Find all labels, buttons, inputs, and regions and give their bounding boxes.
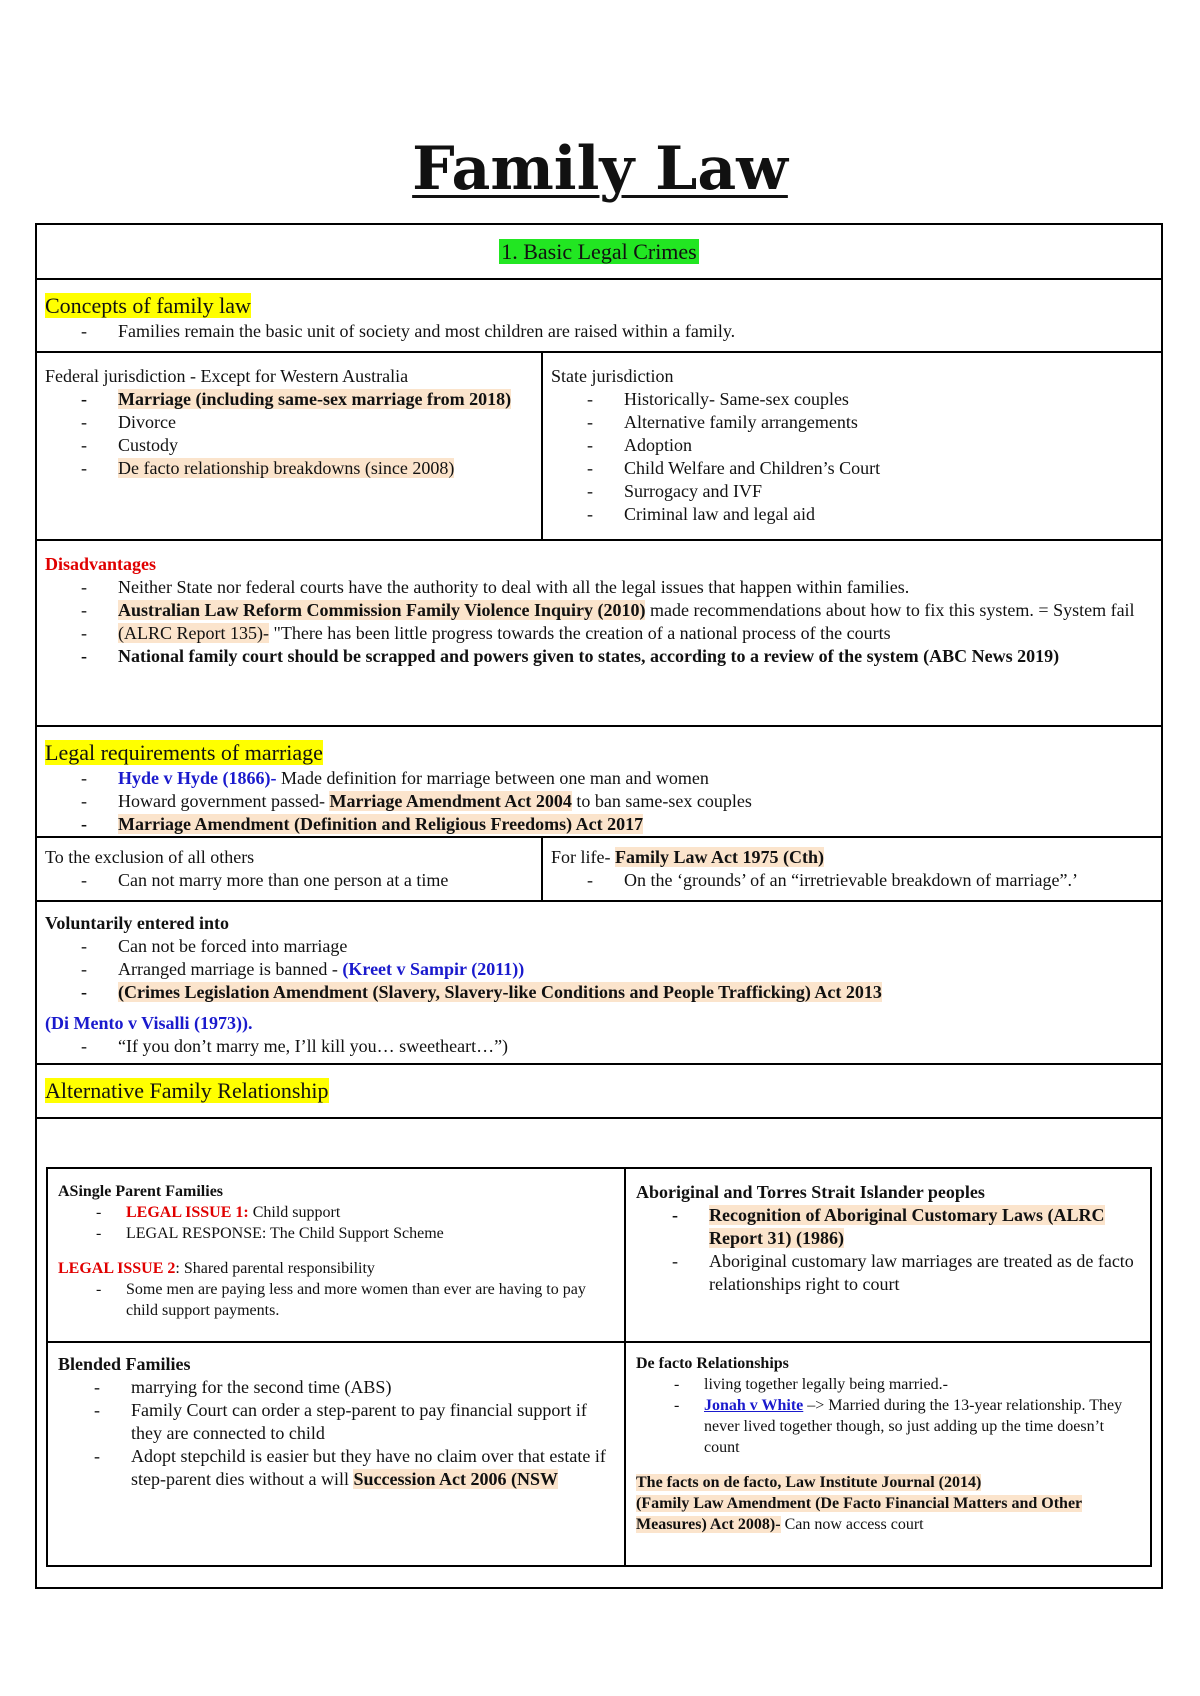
list-item: - Marriage Amendment (Definition and Religious Freedoms) Act 2017 bbox=[45, 813, 1153, 836]
list-item: - Neither State nor federal courts have the authority to deal with all the legal issues that happen within families. bbox=[45, 576, 1153, 599]
list-item: - Jonah v White –> Married during the 13-year relationship. They never lived together though, so just adding up the time doesn’t count bbox=[636, 1395, 1142, 1458]
amendment-citation: (Family Law Amendment (De Facto Financial Matters and Other Measures) Act 2008)- Can now access court bbox=[636, 1495, 1083, 1533]
section-heading-row bbox=[37, 225, 1161, 278]
case-citation: (Kreet v Sampir (2011)) bbox=[342, 959, 525, 979]
alternative-heading: Alternative Family Relationship bbox=[45, 1078, 329, 1103]
exclusion-heading: To the exclusion of all others bbox=[45, 847, 255, 867]
aboriginal-heading: Aboriginal and Torres Strait Islander peoples bbox=[636, 1182, 985, 1202]
case-citation: Jonah v White bbox=[704, 1397, 804, 1414]
list-item: - “If you don’t marry me, I’ll kill you… sweetheart…”) bbox=[45, 1035, 1153, 1058]
exclusion-cell bbox=[37, 838, 541, 900]
notes-table bbox=[35, 223, 1163, 1589]
list-item: - Child Welfare and Children’s Court bbox=[551, 457, 1153, 480]
case-citation: Hyde v Hyde (1866)- bbox=[118, 768, 277, 788]
list-item: - Families remain the basic unit of society and most children are raised within a family. bbox=[45, 320, 1153, 343]
list-item: - Recognition of Aboriginal Customary Laws (ALRC Report 31) (1986) bbox=[636, 1204, 1142, 1250]
single-parent-heading: ASingle Parent Families bbox=[58, 1183, 224, 1200]
blended-cell bbox=[48, 1343, 624, 1565]
disadvantages-section bbox=[37, 539, 1161, 725]
list-item: - Family Court can order a step-parent to pay financial support if they are connected to child bbox=[58, 1399, 616, 1445]
jurisdiction-row bbox=[37, 351, 1161, 539]
defacto-heading: De facto Relationships bbox=[636, 1355, 789, 1372]
section-heading: 1. Basic Legal Crimes bbox=[501, 239, 697, 264]
exclusion-forlife-row bbox=[37, 836, 1161, 900]
list-item: - (Crimes Legislation Amendment (Slavery, Slavery-like Conditions and People Trafficking) Act 2013 bbox=[45, 981, 1153, 1004]
legal-issue-2: LEGAL ISSUE 2: Shared parental responsibility bbox=[58, 1260, 375, 1277]
divider bbox=[37, 1117, 1161, 1119]
federal-heading: Federal jurisdiction - Except for Western Australia bbox=[45, 366, 409, 386]
disadvantages-heading: Disadvantages bbox=[45, 554, 157, 574]
forlife-heading: For life- Family Law Act 1975 (Cth) bbox=[551, 847, 824, 867]
list-item: - On the ‘grounds’ of an “irretrievable breakdown of marriage”.’ bbox=[551, 869, 1153, 892]
list-item: - marrying for the second time (ABS) bbox=[58, 1376, 616, 1399]
list-item: - Howard government passed- Marriage Amendment Act 2004 to ban same-sex couples bbox=[45, 790, 1153, 813]
blended-heading: Blended Families bbox=[58, 1354, 191, 1374]
list-item: - living together legally being married.- bbox=[636, 1374, 1142, 1395]
list-item: - Divorce bbox=[45, 411, 533, 434]
case-citation: (Di Mento v Visalli (1973)). bbox=[45, 1013, 253, 1033]
list-item: Marriage (including same-sex marriage from 2018) bbox=[118, 389, 512, 409]
list-item: - Surrogacy and IVF bbox=[551, 480, 1153, 503]
list-item: - Some men are paying less and more women than ever are having to pay child support payments. bbox=[58, 1279, 616, 1321]
marriage-heading: Legal requirements of marriage bbox=[45, 740, 323, 765]
list-item: - National family court should be scrapped and powers given to states, according to a review of the system (ABC News 2019) bbox=[45, 645, 1153, 668]
concepts-heading: Concepts of family law bbox=[45, 293, 251, 318]
list-item: - LEGAL ISSUE 1: Child support bbox=[58, 1202, 616, 1223]
federal-jurisdiction-cell bbox=[37, 353, 541, 539]
list-item: - Can not be forced into marriage bbox=[45, 935, 1153, 958]
list-item: - Aboriginal customary law marriages are treated as de facto relationships right to court bbox=[636, 1250, 1142, 1296]
list-item: - Hyde v Hyde (1866)- Made definition for marriage between one man and women bbox=[45, 767, 1153, 790]
forlife-cell bbox=[541, 838, 1161, 900]
list-item: - Adopt stepchild is easier but they have no claim over that estate if step-parent dies without a will Succession Act 2006 (NSW bbox=[58, 1445, 616, 1491]
defacto-cell bbox=[624, 1343, 1150, 1565]
alternative-family-table bbox=[46, 1167, 1152, 1567]
list-item: - Custody bbox=[45, 434, 533, 457]
list-item: - Australian Law Reform Commission Family Violence Inquiry (2010) made recommendations about how to fix this system. = System fail bbox=[45, 599, 1153, 622]
list-item: - Historically- Same-sex couples bbox=[551, 388, 1153, 411]
list-item: - Arranged marriage is banned - (Kreet v Sampir (2011)) bbox=[45, 958, 1153, 981]
list-item: De facto relationship breakdowns (since 2008) bbox=[118, 458, 455, 478]
list-item: - Alternative family arrangements bbox=[551, 411, 1153, 434]
concepts-section bbox=[37, 278, 1161, 351]
facts-citation: The facts on de facto, Law Institute Journal (2014) bbox=[636, 1474, 982, 1491]
single-parent-cell bbox=[48, 1169, 624, 1341]
voluntary-section bbox=[37, 900, 1161, 1063]
list-item: - Adoption bbox=[551, 434, 1153, 457]
page-title: Family Law bbox=[412, 134, 788, 204]
voluntary-heading: Voluntarily entered into bbox=[45, 913, 230, 933]
list-item: - Can not marry more than one person at a time bbox=[45, 869, 533, 892]
state-jurisdiction-cell bbox=[541, 353, 1161, 539]
list-item: - (ALRC Report 135)- "There has been little progress towards the creation of a national process of the courts bbox=[45, 622, 1153, 645]
list-item: - LEGAL RESPONSE: The Child Support Scheme bbox=[58, 1223, 616, 1244]
state-heading: State jurisdiction bbox=[551, 366, 674, 386]
aboriginal-cell bbox=[624, 1169, 1150, 1341]
marriage-requirements-section bbox=[37, 725, 1161, 836]
list-item: - Criminal law and legal aid bbox=[551, 503, 1153, 526]
